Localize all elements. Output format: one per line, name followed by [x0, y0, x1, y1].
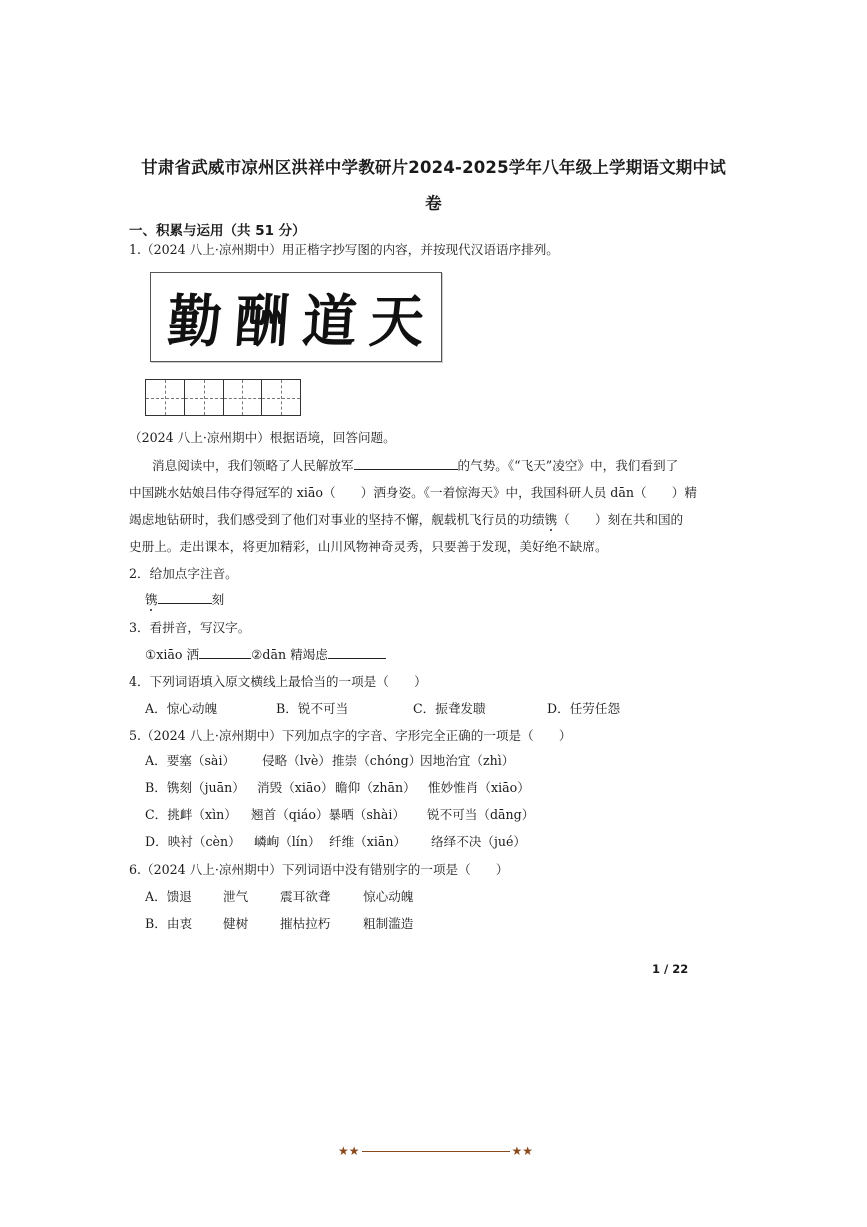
document-title-line2: 卷 — [425, 194, 442, 213]
question-5: 5.（2024 八上·凉州期中）下列加点字的字音、字形完全正确的一项是（ ） — [129, 728, 572, 743]
question-3: 3．看拼音，写汉字。 — [129, 620, 251, 635]
passage-line-1: 消息阅读中，我们领略了人民解放军 的气势。《“飞天”凌空》中，我们看到了 — [152, 458, 679, 473]
page-number: 1 / 22 — [652, 962, 689, 976]
question-4: 4．下列词语填入原文横线上最恰当的一项是（ ） — [129, 674, 427, 689]
question-4-options — [145, 703, 620, 716]
calligraphy-image — [150, 272, 442, 362]
question-5-option-a[interactable]: A．要塞（sài） 侵略（lvè）推崇（chóng）因地治宜（zhì） — [145, 753, 515, 768]
passage-line-3: 竭虑地钻研时，我们感受到了他们对事业的坚持不懈，舰载机飞行员的功绩镌（ ）刻在共和国的 — [129, 512, 684, 527]
question-5-option-d[interactable]: D．映衬（cèn） 嶙峋（lín） 纤维（xiān） 络绎不决（jué） — [145, 834, 527, 849]
question-1: 1.（2024 八上·凉州期中）用正楷字抄写图的内容，并按现代汉语语序排列。 — [129, 242, 559, 257]
question-5-option-c[interactable]: C．挑衅（xìn） 翘首（qiáo）暴晒（shài） 锐不可当（dāng） — [145, 807, 535, 822]
grid-cell[interactable] — [185, 380, 224, 415]
option-d[interactable]: D．任劳任怨 — [547, 701, 621, 716]
calligraphy-char: 道 — [300, 287, 359, 355]
star-icon: ★★ — [511, 1144, 534, 1158]
dotted-char: 镌 — [544, 512, 558, 527]
answer-blank[interactable] — [199, 657, 251, 659]
grid-cell[interactable] — [224, 380, 263, 415]
document-title-line1: 甘肃省武威市凉州区洪祥中学教研片2024-2025学年八年级上学期语文期中试 — [141, 158, 726, 177]
question-6-option-b[interactable]: B．由衷 健树 摧枯拉朽 粗制滥造 — [145, 916, 414, 931]
question-2: 2．给加点字注音。 — [129, 566, 238, 581]
question-5-option-b[interactable]: B．镌刻（juān） 消毁（xiāo）瞻仰（zhān） 惟妙惟肖（xiāo） — [145, 780, 530, 795]
option-a[interactable]: A．惊心动魄 — [145, 701, 218, 716]
answer-blank[interactable] — [354, 468, 458, 470]
grid-cell[interactable] — [262, 380, 300, 415]
calligraphy-char: 勤 — [165, 287, 224, 355]
option-c[interactable]: C．振聋发聩 — [413, 701, 486, 716]
footer-ornament — [338, 1145, 533, 1157]
grid-cell[interactable] — [146, 380, 185, 415]
question-6: 6.（2024 八上·凉州期中）下列词语中没有错别字的一项是（ ） — [129, 862, 509, 877]
context-intro: （2024 八上·凉州期中）根据语境，回答问题。 — [129, 430, 396, 445]
footer-divider — [362, 1151, 510, 1152]
dotted-char: 镌 — [145, 592, 158, 607]
question-6-option-a[interactable]: A．馈退 泄气 震耳欲聋 惊心动魄 — [145, 889, 414, 904]
answer-blank[interactable] — [328, 657, 386, 659]
question-2-item: 镌 刻 — [145, 592, 225, 607]
writing-grid[interactable] — [145, 379, 301, 416]
question-3-items: ①xiāo 洒 ②dān 精竭虑 — [145, 649, 386, 662]
calligraphy-char: 酬 — [232, 287, 292, 355]
calligraphy-char: 天 — [367, 287, 427, 355]
option-b[interactable]: B．锐不可当 — [276, 701, 349, 716]
passage-line-4: 史册上。走出课本，将更加精彩，山川风物神奇灵秀，只要善于发现，美好绝不缺席。 — [129, 539, 608, 554]
section-heading: 一、积累与运用（共 51 分） — [129, 223, 306, 239]
passage-line-2: 中国跳水姑娘吕伟夺得冠军的 xiāo（ ）洒身姿。《一着惊海天》中，我国科研人员 dān（ ）精 — [129, 485, 697, 500]
star-icon: ★★ — [338, 1144, 360, 1158]
answer-blank[interactable] — [158, 602, 212, 604]
